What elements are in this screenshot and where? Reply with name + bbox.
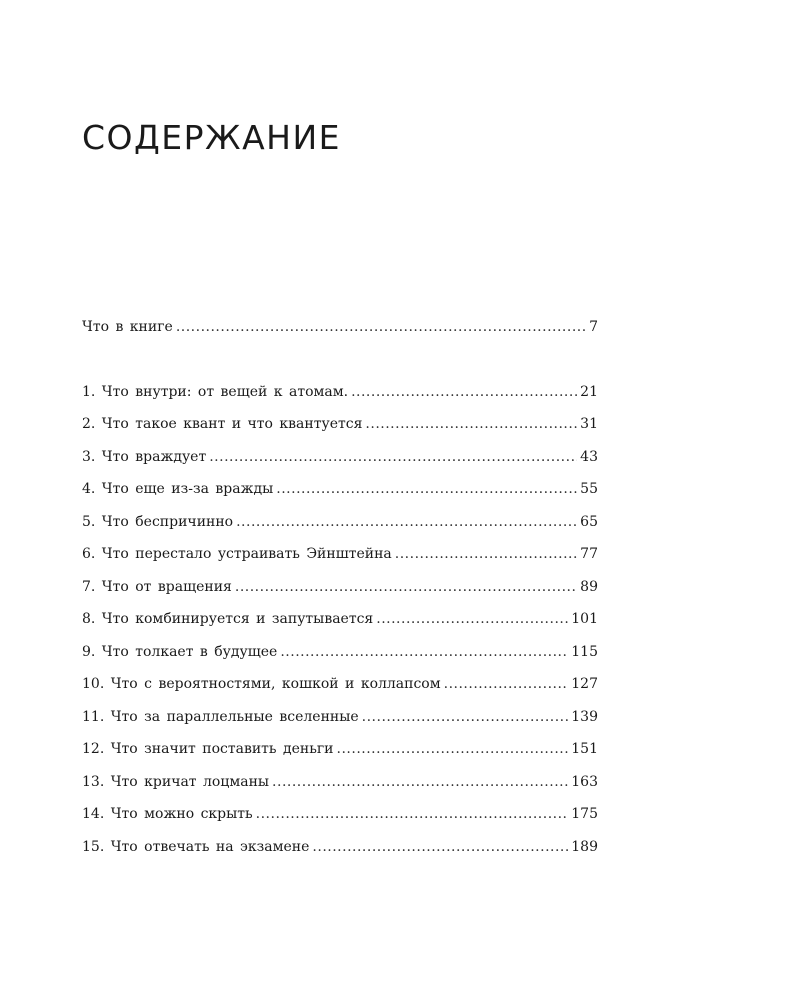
toc-entry-chapter-10 [82, 670, 598, 703]
toc-entry-label: 4. Что еще из-за вражды [82, 481, 274, 497]
toc-page-number: 175 [571, 806, 598, 822]
dot-leader [312, 833, 568, 861]
table-of-contents [82, 313, 598, 865]
toc-entry-chapter-2 [82, 410, 598, 443]
toc-entry-chapter-6 [82, 540, 598, 573]
toc-page-number: 127 [571, 676, 598, 692]
toc-entry-chapter-11 [82, 703, 598, 736]
dot-leader [337, 735, 569, 763]
dot-leader [236, 508, 577, 536]
toc-page-number: 65 [580, 513, 598, 530]
toc-entry-label: 9. Что толкает в будущее [82, 643, 278, 660]
toc-page-number: 101 [571, 611, 598, 627]
dot-leader [276, 475, 577, 503]
toc-entry-label: Что в книге [82, 319, 173, 335]
dot-leader [176, 313, 586, 341]
toc-entry-label: 2. Что такое квант и что квантуется [82, 416, 363, 432]
dot-leader [376, 605, 568, 633]
toc-entry-label: 7. Что от вращения [82, 578, 232, 595]
toc-page-number: 115 [571, 643, 598, 660]
dot-leader [209, 443, 577, 471]
toc-entry-chapter-14 [82, 800, 598, 833]
page-title: СОДЕРЖАНИЕ [82, 118, 342, 157]
toc-page-number: 43 [580, 448, 598, 465]
dot-leader [280, 638, 568, 666]
toc-page-number: 55 [580, 481, 598, 497]
toc-entry-label: 12. Что значит поставить деньги [82, 741, 334, 757]
toc-entry-label: 3. Что враждует [82, 448, 207, 465]
toc-page-number: 139 [571, 708, 598, 725]
toc-page-number: 163 [571, 773, 598, 790]
toc-entry-chapter-1 [82, 378, 598, 411]
dot-leader [395, 540, 577, 568]
toc-page-number: 7 [589, 319, 598, 335]
toc-page-number: 89 [580, 578, 598, 595]
toc-page-number: 77 [580, 546, 598, 562]
toc-entry-chapter-13 [82, 768, 598, 801]
toc-entry-chapter-3 [82, 443, 598, 476]
toc-entry-label: 14. Что можно скрыть [82, 806, 253, 822]
dot-leader [351, 378, 577, 406]
dot-leader [362, 703, 569, 731]
toc-entry-label: 13. Что кричат лоцманы [82, 773, 270, 790]
toc-entry-label: 8. Что комбинируется и запутывается [82, 611, 374, 627]
dot-leader [365, 410, 577, 438]
toc-page-number: 31 [580, 416, 598, 432]
dot-leader [256, 800, 569, 828]
toc-entry-label: 10. Что с вероятностями, кошкой и коллапсом [82, 676, 441, 692]
toc-entry-chapter-7 [82, 573, 598, 606]
toc-entry-intro [82, 313, 598, 346]
dot-leader [235, 573, 577, 601]
toc-entry-chapter-8 [82, 605, 598, 638]
toc-page-number: 189 [571, 838, 598, 855]
toc-entry-label: 11. Что за параллельные вселенные [82, 708, 359, 725]
toc-entry-chapter-15 [82, 833, 598, 866]
toc-page-number: 21 [580, 383, 598, 400]
toc-entry-chapter-4 [82, 475, 598, 508]
toc-entry-label: 6. Что перестало устраивать Эйнштейна [82, 546, 392, 562]
toc-entry-label: 5. Что беспричинно [82, 513, 234, 530]
toc-entry-chapter-12 [82, 735, 598, 768]
dot-leader [272, 768, 568, 796]
dot-leader [444, 670, 569, 698]
toc-entry-label: 1. Что внутри: от вещей к атомам. [82, 383, 349, 400]
toc-entry-chapter-9 [82, 638, 598, 671]
toc-entry-label: 15. Что отвечать на экзамене [82, 838, 310, 855]
toc-page-number: 151 [571, 741, 598, 757]
toc-entry-chapter-5 [82, 508, 598, 541]
